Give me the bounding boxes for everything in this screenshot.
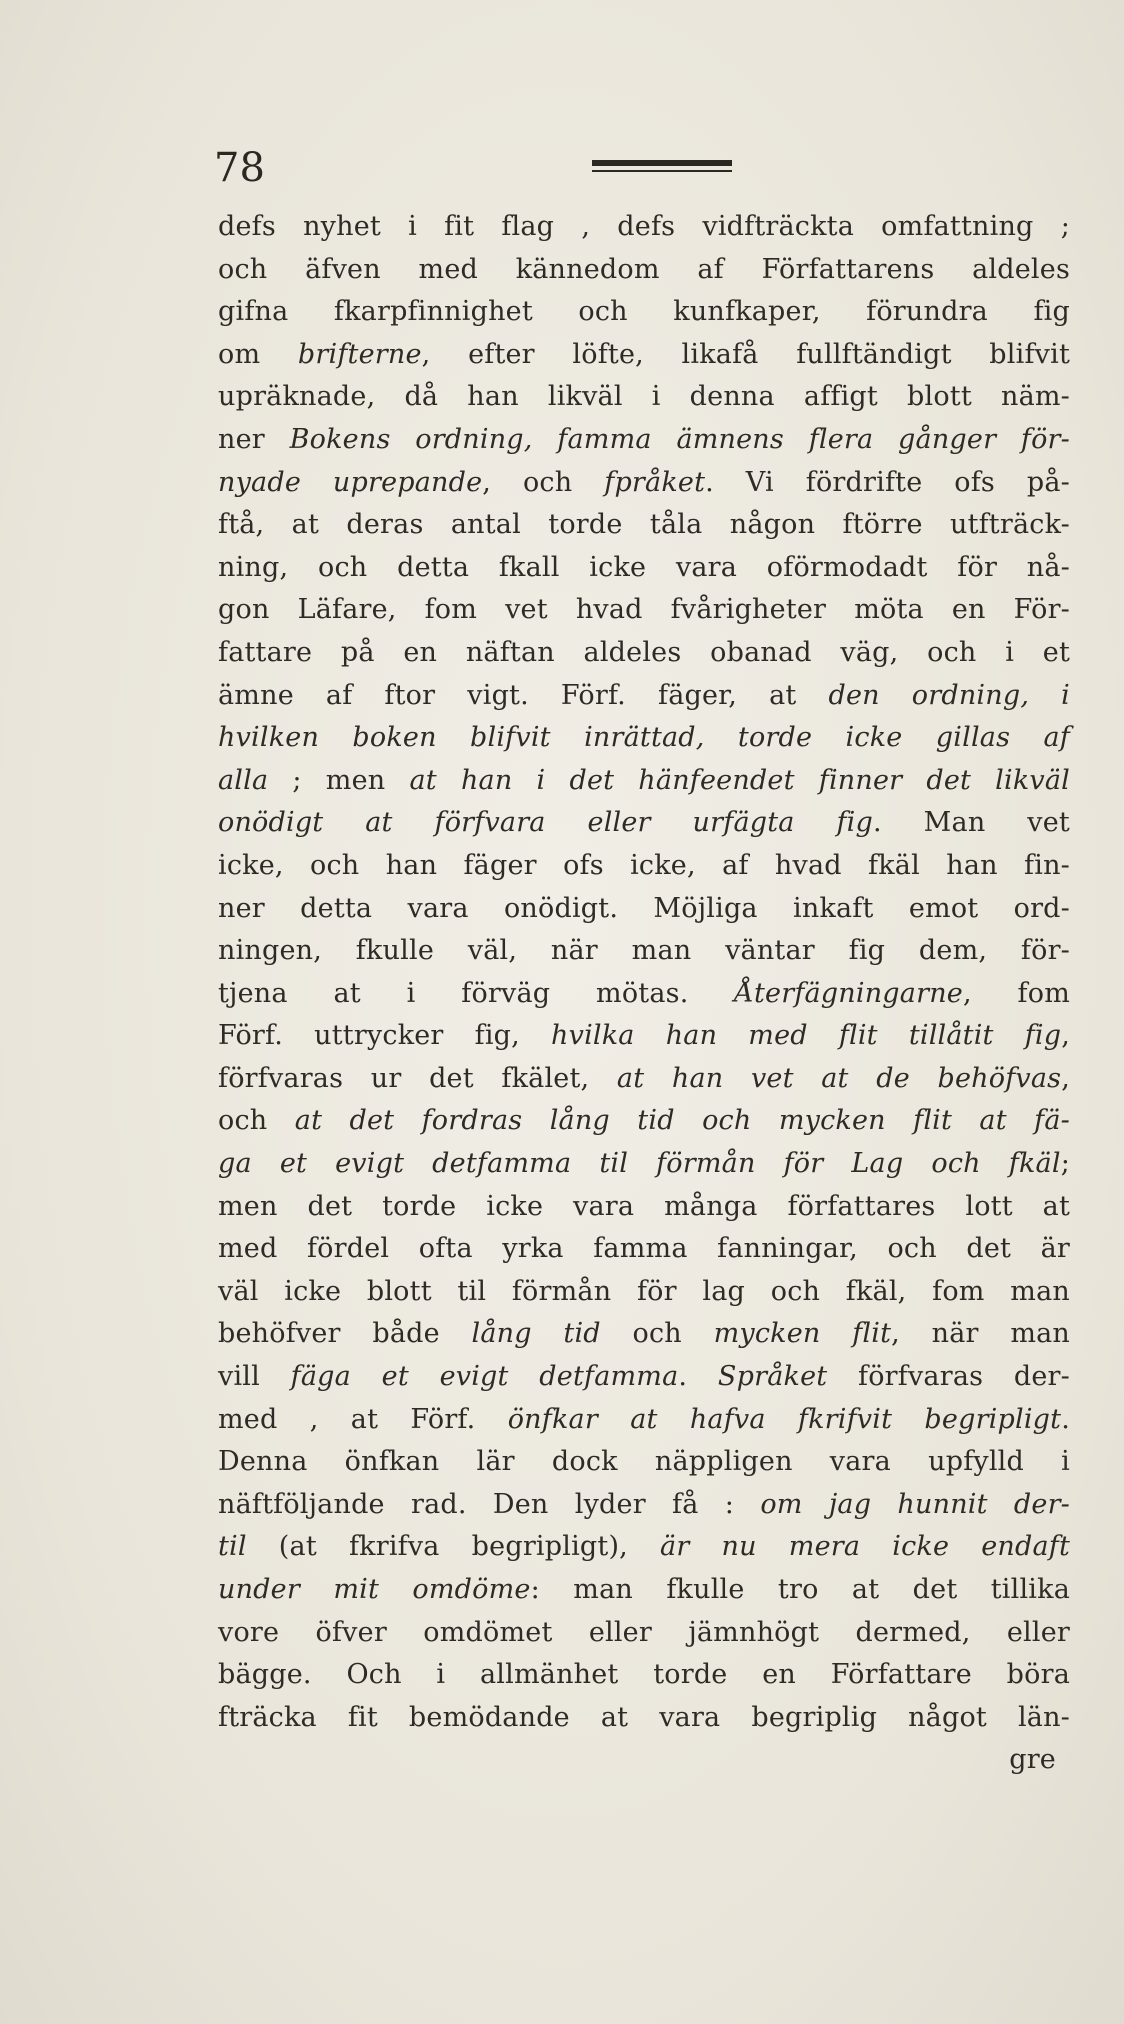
- roman-text: icke, och han fäger ofs icke, af hvad fkäl han fin-: [218, 849, 1070, 881]
- text-line: [218, 504, 1070, 547]
- roman-text: ämne af ftor vigt. Förf. fäger, at: [218, 679, 829, 711]
- roman-text: vore öfver omdömet eller jämnhögt dermed, eller: [218, 1616, 1070, 1648]
- roman-text: gifna fkarpfinnighet och kunfkaper, förundra fig: [218, 296, 1070, 328]
- text-line: [218, 1143, 1070, 1186]
- text-line: [218, 419, 1070, 462]
- italic-text: lång tid: [471, 1318, 601, 1350]
- roman-text: vill: [218, 1361, 291, 1393]
- roman-text: näftföljande rad. Den lyder få :: [218, 1488, 761, 1520]
- roman-text: : man fkulle tro at det tillika: [530, 1574, 1070, 1605]
- roman-text: . Vi fördrifte ofs på-: [705, 466, 1070, 498]
- italic-text: til: [218, 1531, 247, 1563]
- roman-text: ; men: [268, 764, 410, 796]
- italic-text: nyade uprepande: [218, 466, 483, 498]
- roman-text: behöfver både: [218, 1318, 472, 1350]
- italic-text: den ordning, i: [828, 679, 1070, 711]
- header-rule: [592, 160, 732, 174]
- italic-text: fpråket: [604, 466, 706, 498]
- italic-text: är nu mera icke endaft: [660, 1531, 1070, 1563]
- text-line: [218, 1228, 1070, 1271]
- roman-text: ,: [1061, 1020, 1071, 1052]
- roman-text: ;: [1060, 1148, 1070, 1180]
- text-line: [218, 589, 1070, 632]
- italic-text: alla: [218, 764, 269, 796]
- roman-text: ning, och detta fkall icke vara oförmodadt för nå-: [218, 551, 1070, 583]
- roman-text: upräknade, då han likväl i denna affigt blott näm-: [218, 381, 1070, 413]
- roman-text: (at fkrifva begripligt),: [246, 1531, 661, 1563]
- roman-text: defs nyhet i fit flag , defs vidfträckta omfattning ;: [218, 211, 1070, 242]
- text-line: [218, 1399, 1070, 1442]
- text-line: [218, 802, 1070, 845]
- roman-text: , efter löfte, likafå fullftändigt blifvit: [421, 338, 1070, 370]
- roman-text: fattare på en näftan aldeles obanad väg, och i et: [218, 636, 1070, 668]
- text-line: [218, 930, 1070, 973]
- italic-text: at han i det hänfeendet finner det likväl: [409, 764, 1070, 796]
- text-line: [218, 1441, 1070, 1484]
- page-number: 78: [214, 145, 265, 191]
- italic-text: onödigt at förfvara eller urfägta fig: [218, 807, 873, 839]
- roman-text: , fom: [962, 977, 1070, 1009]
- roman-text: , och: [482, 466, 605, 498]
- roman-text: .: [678, 1361, 718, 1393]
- text-line: [218, 1313, 1070, 1356]
- italic-text: Återfägningarne: [734, 977, 963, 1009]
- roman-text: fträcka fit bemödande at vara begriplig något län-: [218, 1701, 1070, 1733]
- roman-text: men det torde icke vara många författares lott at: [218, 1190, 1070, 1222]
- roman-text: .: [1061, 1403, 1070, 1435]
- text-line: [218, 1654, 1070, 1697]
- text-line: [218, 717, 1070, 760]
- text-line: [218, 675, 1070, 718]
- text-line: [218, 888, 1070, 931]
- text-line: [218, 1739, 1070, 1782]
- roman-text: ftå, at deras antal torde tåla någon ftörre utfträck-: [218, 509, 1070, 541]
- roman-text: gre: [1009, 1744, 1056, 1776]
- roman-text: . Man vet: [872, 807, 1070, 839]
- text-line: [218, 1612, 1070, 1655]
- body-text: [218, 206, 1070, 1782]
- text-line: [218, 1569, 1070, 1612]
- text-line: [218, 845, 1070, 888]
- text-line: [218, 1058, 1070, 1101]
- roman-text: ner detta vara onödigt. Möjliga inkaft emot ord-: [218, 892, 1070, 924]
- text-line: [218, 1356, 1070, 1399]
- roman-text: förfvaras der-: [827, 1361, 1070, 1393]
- italic-text: mycken flit: [713, 1318, 892, 1350]
- italic-text: Bokens ordning, famma ämnens flera gånger för-: [289, 423, 1070, 455]
- roman-text: väl icke blott til förmån för lag och fkäl, fom man: [218, 1275, 1070, 1307]
- italic-text: ga et evigt detfamma til förmån för Lag och fkäl: [218, 1148, 1061, 1180]
- text-line: [218, 291, 1070, 334]
- text-line: [218, 376, 1070, 419]
- italic-text: önfkar at hafva fkrifvit begripligt: [507, 1403, 1062, 1435]
- text-line: [218, 206, 1070, 249]
- roman-text: Denna önfkan lär dock näppligen vara upfylld i: [218, 1446, 1070, 1478]
- roman-text: och: [600, 1318, 714, 1350]
- roman-text: tjena at i förväg mötas.: [218, 977, 735, 1009]
- italic-text: fäga et evigt detfamma: [290, 1361, 679, 1393]
- text-line: [218, 973, 1070, 1016]
- italic-text: hvilka han med flit tillåtit fig: [551, 1020, 1062, 1052]
- text-line: [218, 547, 1070, 590]
- text-line: [218, 249, 1070, 292]
- text-line: [218, 1186, 1070, 1229]
- roman-text: bägge. Och i allmänhet torde en Författare böra: [218, 1659, 1070, 1691]
- italic-text: at det fordras lång tid och mycken flit at fä-: [294, 1105, 1070, 1137]
- text-line: [218, 1100, 1070, 1143]
- header-rule-thick: [592, 160, 732, 166]
- roman-text: med , at Förf.: [218, 1403, 508, 1435]
- italic-text: under mit omdöme: [218, 1574, 531, 1605]
- text-line: [218, 1015, 1070, 1058]
- roman-text: ningen, fkulle väl, när man väntar fig dem, för-: [218, 935, 1070, 967]
- header-rule-thin: [592, 170, 732, 172]
- italic-text: brifterne: [297, 338, 422, 370]
- text-line: [218, 760, 1070, 803]
- roman-text: och äfven med kännedom af Författarens aldeles: [218, 253, 1070, 285]
- roman-text: Förf. uttrycker fig,: [218, 1020, 552, 1052]
- italic-text: at han vet at de behöfvas: [616, 1062, 1062, 1094]
- roman-text: gon Läfare, fom vet hvad fvårigheter möta en För-: [218, 594, 1070, 626]
- text-line: [218, 632, 1070, 675]
- roman-text: med fördel ofta yrka famma fanningar, och det är: [218, 1233, 1070, 1265]
- italic-text: hvilken boken blifvit inrättad, torde icke gillas af: [218, 722, 1070, 754]
- italic-text: om jag hunnit der-: [760, 1488, 1071, 1520]
- text-line: [218, 334, 1070, 377]
- italic-text: Språket: [717, 1361, 828, 1393]
- roman-text: om: [218, 338, 298, 370]
- text-line: [218, 1697, 1070, 1740]
- roman-text: och: [218, 1105, 295, 1137]
- roman-text: ,: [1061, 1062, 1070, 1094]
- text-line: [218, 1526, 1070, 1569]
- text-line: [218, 1271, 1070, 1314]
- roman-text: förfvaras ur det fkälet,: [218, 1062, 617, 1094]
- roman-text: , när man: [891, 1318, 1071, 1350]
- text-line: [218, 1484, 1070, 1527]
- text-line: [218, 462, 1070, 505]
- roman-text: ner: [218, 423, 290, 455]
